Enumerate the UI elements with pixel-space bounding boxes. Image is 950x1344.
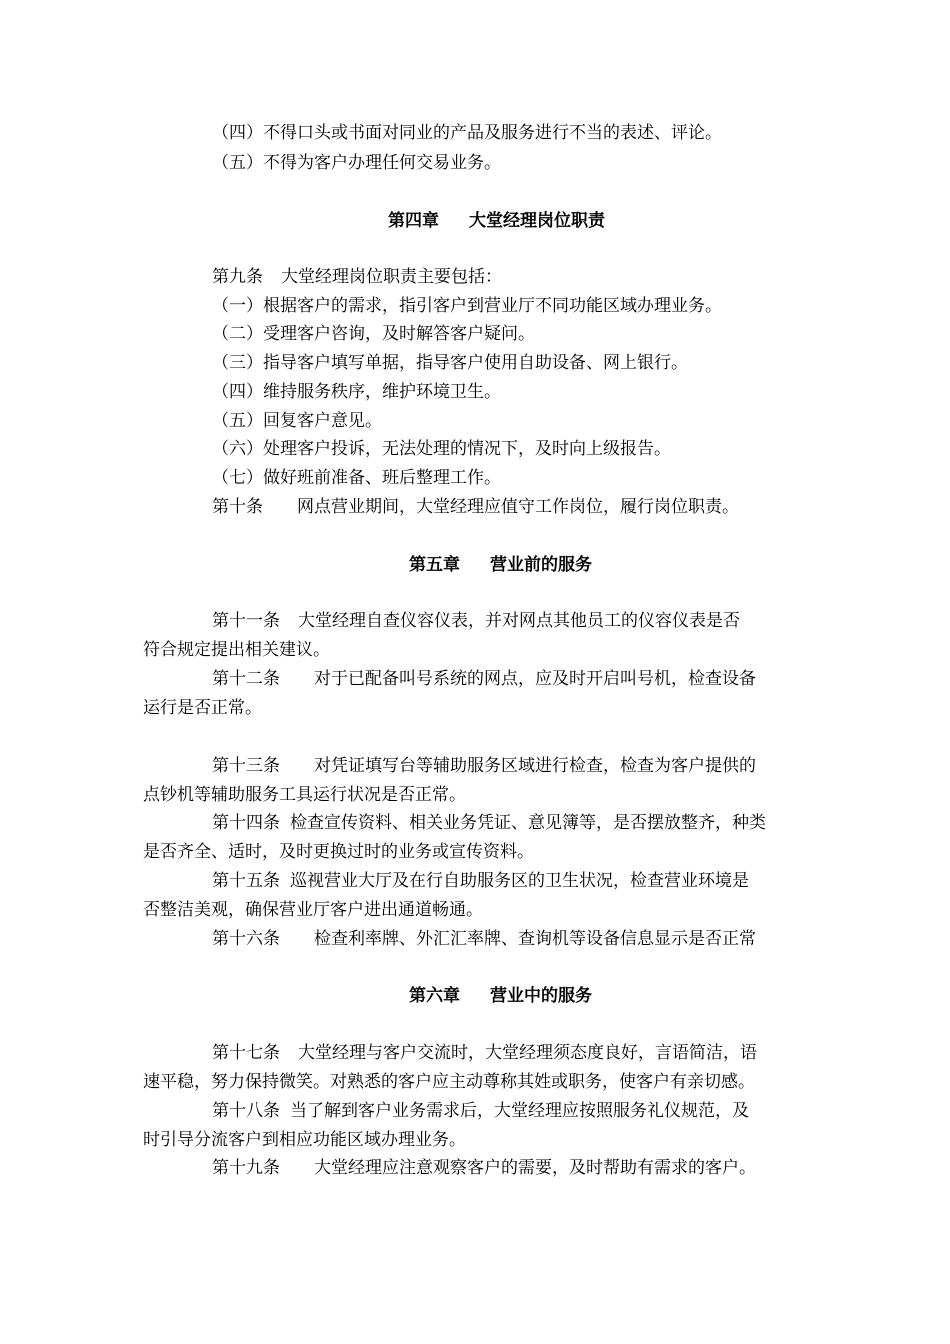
article-17-cont: 速平稳，努力保持微笑。对熟悉的客户应主动尊称其姓或职务，使客户有亲切感。	[143, 1072, 755, 1092]
list-item: （一）根据客户的需求，指引客户到营业厅不同功能区域办理业务。	[212, 296, 722, 316]
article-label: 第十九条	[212, 1158, 280, 1178]
article-label: 第十一条	[212, 611, 280, 631]
article-text: 检查宣传资料、相关业务凭证、意见簿等，是否摆放整齐，种类	[290, 813, 766, 833]
list-item: （四）不得口头或书面对同业的产品及服务进行不当的表述、评论。	[212, 123, 722, 143]
article-text: 大堂经理岗位职责主要包括：	[281, 267, 502, 287]
article-18	[212, 1099, 749, 1123]
article-text: 对于已配备叫号系统的网点，应及时开启叫号机，检查设备	[314, 669, 756, 689]
list-item: （五）不得为客户办理任何交易业务。	[212, 153, 501, 173]
article-label: 第十五条	[212, 871, 280, 891]
article-11	[212, 609, 740, 633]
article-13	[212, 754, 756, 778]
article-15	[212, 869, 749, 893]
chapter-number: 第四章	[388, 211, 439, 231]
article-text: 检查利率牌、外汇汇率牌、查询机等设备信息显示是否正常	[314, 929, 756, 949]
article-13-cont: 点钞机等辅助服务工具运行状况是否正常。	[143, 785, 466, 805]
article-label: 第十八条	[212, 1101, 280, 1121]
chapter-title: 大堂经理岗位职责	[469, 211, 605, 231]
article-label: 第十七条	[212, 1043, 280, 1063]
list-item: （五）回复客户意见。	[212, 411, 382, 431]
article-text: 网点营业期间，大堂经理应值守工作岗位，履行岗位职责。	[297, 497, 739, 517]
list-item: （六）处理客户投诉，无法处理的情况下，及时向上级报告。	[212, 439, 671, 459]
article-14	[212, 811, 766, 835]
article-12-cont: 运行是否正常。	[143, 698, 262, 718]
chapter-title: 营业中的服务	[490, 986, 592, 1006]
article-16	[212, 927, 756, 951]
article-9	[212, 265, 502, 289]
chapter-heading-4	[388, 209, 605, 233]
article-text: 巡视营业大厅及在行自助服务区的卫生状况，检查营业环境是	[290, 871, 749, 891]
article-12	[212, 667, 756, 691]
article-text: 大堂经理与客户交流时，大堂经理须态度良好，言语简洁，语	[298, 1043, 757, 1063]
article-text: 当了解到客户业务需求后，大堂经理应按照服务礼仪规范，及	[290, 1101, 749, 1121]
article-11-cont: 符合规定提出相关建议。	[143, 640, 330, 660]
article-text: 大堂经理自查仪容仪表，并对网点其他员工的仪容仪表是否	[298, 611, 740, 631]
article-label: 第十四条	[212, 813, 280, 833]
article-label: 第十三条	[212, 756, 280, 776]
chapter-number: 第六章	[409, 986, 460, 1006]
article-17	[212, 1041, 757, 1065]
chapter-heading-5	[409, 553, 592, 577]
article-18-cont: 时引导分流客户到相应功能区域办理业务。	[143, 1130, 466, 1150]
article-14-cont: 是否齐全、适时，及时更换过时的业务或宣传资料。	[143, 842, 534, 862]
chapter-title: 营业前的服务	[490, 555, 592, 575]
list-item: （三）指导客户填写单据，指导客户使用自助设备、网上银行。	[212, 353, 688, 373]
article-label: 第十六条	[212, 929, 280, 949]
chapter-number: 第五章	[409, 555, 460, 575]
article-15-cont: 否整洁美观，确保营业厅客户进出通道畅通。	[143, 900, 483, 920]
chapter-heading-6	[409, 984, 592, 1008]
article-text: 对凭证填写台等辅助服务区域进行检查，检查为客户提供的	[314, 756, 756, 776]
article-text: 大堂经理应注意观察客户的需要，及时帮助有需求的客户。	[314, 1158, 756, 1178]
list-item: （四）维持服务秩序，维护环境卫生。	[212, 382, 501, 402]
list-item: （二）受理客户咨询，及时解答客户疑问。	[212, 324, 535, 344]
article-label: 第十条	[212, 497, 263, 517]
article-label: 第十二条	[212, 669, 280, 689]
list-item: （七）做好班前准备、班后整理工作。	[212, 468, 501, 488]
article-19	[212, 1156, 756, 1180]
article-label: 第九条	[212, 267, 263, 287]
article-10	[212, 495, 739, 519]
